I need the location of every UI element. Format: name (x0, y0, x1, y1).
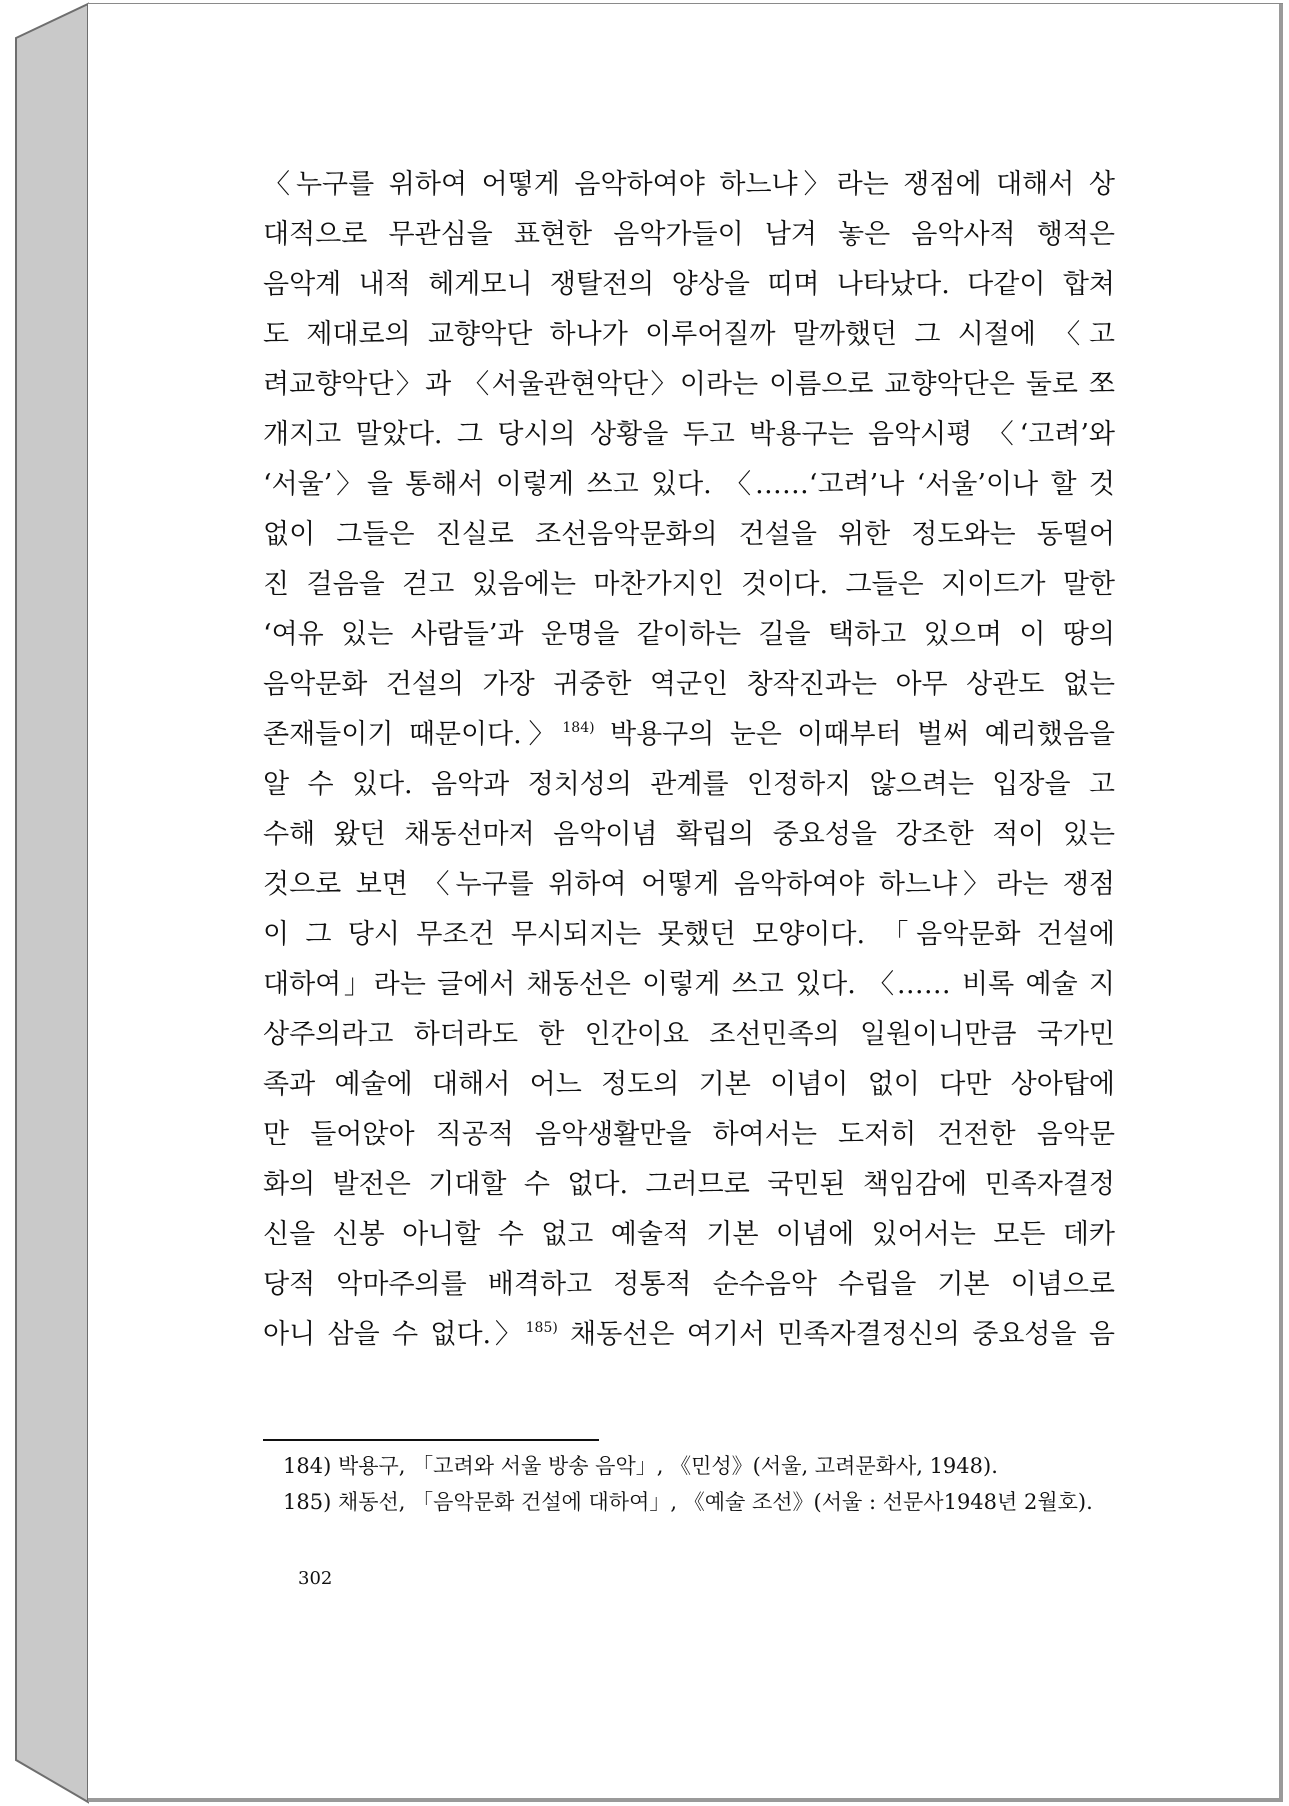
text-line: 알 수 있다. 음악과 정치성의 관계를 인정하지 않으려는 입장을 고 (263, 769, 1115, 800)
text-line: 상주의라고 하더라도 한 인간이요 조선민족의 일원이니만큼 국가민 (263, 1019, 1115, 1050)
footnote-ref-184: 184) (562, 720, 595, 736)
text-segment: 존재들이기 때문이다.〉 (263, 719, 563, 750)
footnote-divider (263, 1439, 599, 1441)
text-line: 음악문화 건설의 가장 귀중한 역군인 창작진과는 아무 상관도 없는 (263, 669, 1115, 700)
page-number: 302 (298, 1568, 333, 1589)
text-line: 〈누구를 위하여 어떻게 음악하여야 하느냐〉라는 쟁점에 대해서 상 (263, 169, 1115, 200)
text-line: 없이 그들은 진실로 조선음악문화의 건설을 위한 정도와는 동떨어 (263, 519, 1115, 550)
text-segment: 아니 삼을 수 없다.〉 (263, 1319, 526, 1350)
text-line: 당적 악마주의를 배격하고 정통적 순수음악 수립을 기본 이념으로 (263, 1269, 1115, 1300)
text-line: 음악계 내적 헤게모니 쟁탈전의 양상을 띠며 나타났다. 다같이 합쳐 (263, 269, 1115, 300)
text-line: 개지고 말았다. 그 당시의 상황을 두고 박용구는 음악시평 〈‘고려’와 (263, 419, 1115, 450)
body-paragraph (263, 160, 1115, 1360)
footnote-185: 185) 채동선, 「음악문화 건설에 대하여」, 《예술 조선》(서울 : 선문사1948년 2월호). (283, 1490, 1093, 1514)
footnote-ref-185: 185) (525, 1320, 558, 1336)
text-line: ‘서울’〉을 통해서 이렇게 쓰고 있다. 〈……‘고려’나 ‘서울’이나 할 것 (263, 469, 1115, 500)
text-line: 신을 신봉 아니할 수 없고 예술적 기본 이념에 있어서는 모든 데카 (263, 1219, 1115, 1250)
text-line: ‘여유 있는 사람들’과 운명을 같이하는 길을 택하고 있으며 이 땅의 (263, 619, 1115, 650)
text-line: 족과 예술에 대해서 어느 정도의 기본 이념이 없이 다만 상아탑에 (263, 1069, 1115, 1100)
text-line: 것으로 보면 〈누구를 위하여 어떻게 음악하여야 하느냐〉라는 쟁점 (263, 869, 1115, 900)
footnote-184: 184) 박용구, 「고려와 서울 방송 음악」, 《민성》(서울, 고려문화사, 1948). (283, 1454, 998, 1478)
text-segment: 채동선은 여기서 민족자결정신의 중요성을 음 (557, 1319, 1115, 1350)
footnotes (283, 1448, 1123, 1520)
text-line: 이 그 당시 무조건 무시되지는 못했던 모양이다. 「음악문화 건설에 (263, 919, 1115, 950)
text-line: 수해 왔던 채동선마저 음악이념 확립의 중요성을 강조한 적이 있는 (263, 819, 1115, 850)
text-line: 대적으로 무관심을 표현한 음악가들이 남겨 놓은 음악사적 행적은 (263, 219, 1115, 250)
text-line-with-footnote-ref (263, 710, 1115, 760)
text-line: 진 걸음을 걷고 있음에는 마찬가지인 것이다. 그들은 지이드가 말한 (263, 569, 1115, 600)
text-line: 도 제대로의 교향악단 하나가 이루어질까 말까했던 그 시절에 〈고 (263, 319, 1115, 350)
text-line: 대하여」라는 글에서 채동선은 이렇게 쓰고 있다. 〈…… 비록 예술 지 (263, 969, 1115, 1000)
text-line: 려교향악단〉과 〈서울관현악단〉이라는 이름으로 교향악단은 둘로 쪼 (263, 369, 1115, 400)
text-line: 화의 발전은 기대할 수 없다. 그러므로 국민된 책임감에 민족자결정 (263, 1169, 1115, 1200)
text-segment: 박용구의 눈은 이때부터 벌써 예리했음을 (594, 719, 1116, 750)
text-line-with-footnote-ref (263, 1310, 1115, 1360)
text-line: 만 들어앉아 직공적 음악생활만을 하여서는 도저히 건전한 음악문 (263, 1119, 1115, 1150)
